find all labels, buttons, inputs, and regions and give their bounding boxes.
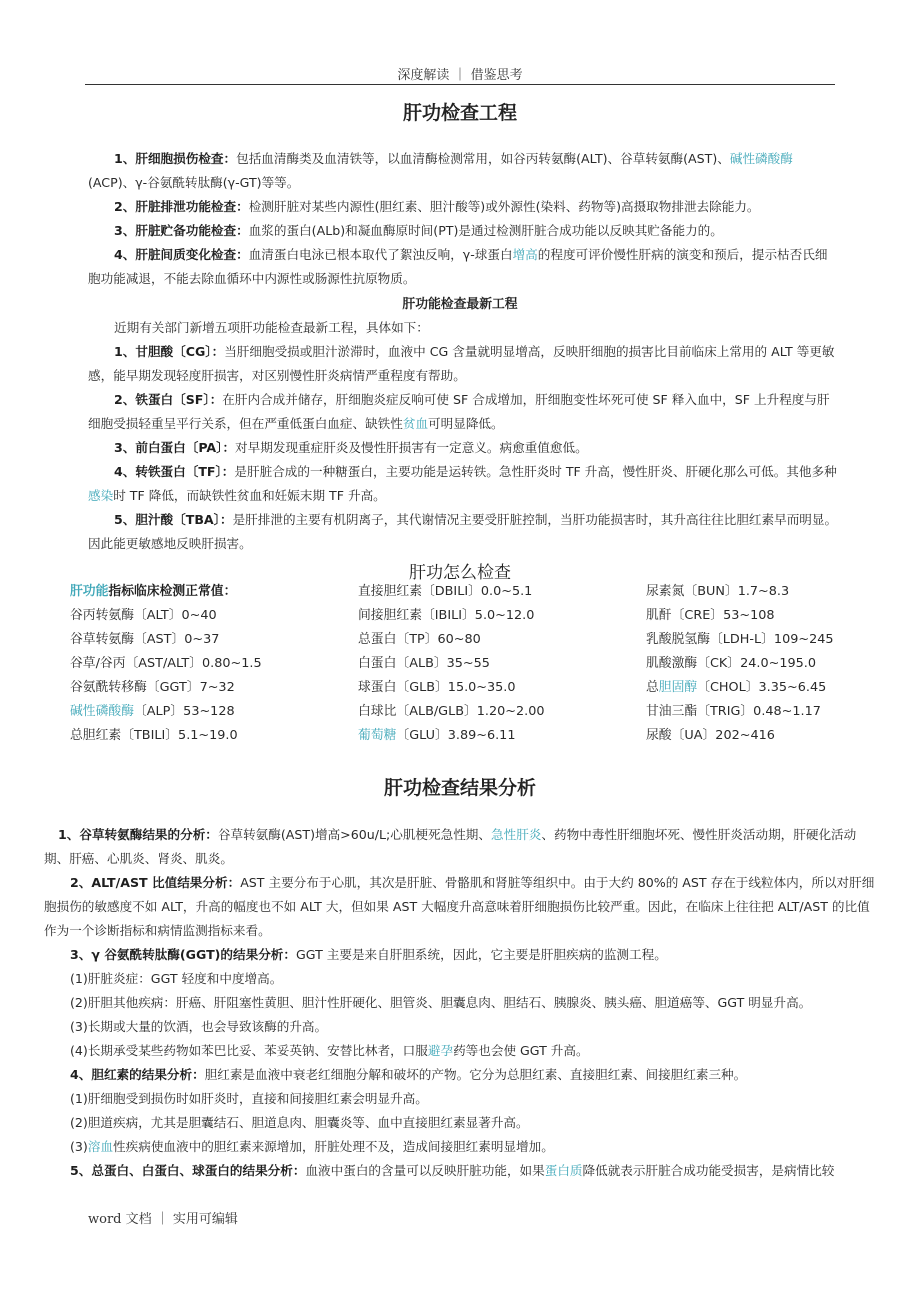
alp-value: 〔ALP〕53~128 (133, 704, 235, 719)
analysis-2-head: 2、ALT/AST 比值结果分析： (70, 875, 241, 890)
list-item: 肌酸激酶〔CK〕24.0~195.0 (646, 656, 816, 671)
check-item-2-text: 检测肝脏对某些内源性(胆红素、胆汁酸等)或外源性(染料、药物等)高摄取物排泄去除能力。 (248, 199, 760, 214)
check-item-3-text: 血浆的蛋白(ALb)和凝血酶原时间(PT)是通过检测肝脏合成功能以反映其贮备能力的。 (248, 223, 723, 238)
list-item: 白蛋白〔ALB〕35~55 (358, 656, 490, 671)
check-item-2 (88, 195, 838, 219)
new-item-4 (88, 460, 838, 508)
normal-values-heading (70, 580, 262, 604)
new-item-1-head: 1、甘胆酸〔CG〕： (114, 344, 225, 359)
glucose-value: 〔GLU〕3.89~6.11 (396, 728, 516, 743)
analysis-2-text: AST 主要分布于心肌，其次是肝脏、骨骼肌和肾脏等组织中。由于大约 80%的 AST 存在于线粒体内，所以对肝细胞损伤的敏感度不如 ALT，升高的幅度也不如 ALT 大，但如果 AST 大幅度升高意味着肝细胞损伤比较严重。因此，在临床上往往把 ALT/AST 的比值作为一个诊断指标和病情监测指标来看。 (44, 875, 875, 938)
analysis-4-line-3-prefix: (3) (70, 1139, 88, 1154)
analysis-5-text-b: 降低就表示肝脏合成功能受损害，是病情比较 (582, 1163, 835, 1178)
analysis-1 (44, 823, 876, 871)
check-item-1 (88, 147, 838, 195)
analysis-4-head: 4、胆红素的结果分析： (70, 1067, 205, 1082)
header-rule (85, 84, 835, 85)
new-item-4-text: 是肝脏合成的一种糖蛋白，主要功能是运转铁。急性肝炎时 TF 升高，慢性肝炎、肝硬化那么可低。其他多种 (234, 464, 837, 479)
analysis-3-line-4-text: (4)长期承受某些药物如苯巴比妥、苯妥英钠、安替比林者，口服 (70, 1043, 428, 1058)
analysis-3-line-2: (2)肝胆其他疾病：肝癌、肝阻塞性黄胆、胆汁性肝硬化、胆管炎、胆囊息肉、胆结石、胰腺炎、胰头癌、胆道癌等、GGT 明显升高。 (70, 995, 812, 1010)
normal-values-col-3 (646, 580, 834, 748)
analysis-1-head: 1、谷草转氨酶结果的分析： (58, 827, 218, 842)
analysis-4 (44, 1063, 876, 1087)
list-item: 肌酐〔CRE〕53~108 (646, 608, 775, 623)
list-item: 球蛋白〔GLB〕15.0~35.0 (358, 680, 516, 695)
protein-link[interactable]: 蛋白质 (544, 1163, 583, 1178)
check-item-1-text-b: (ACP)、γ-谷氨酰转肽酶(γ-GT)等等。 (88, 175, 300, 190)
list-item: 甘油三酯〔TRIG〕0.48~1.17 (646, 704, 821, 719)
list-item: 谷丙转氨酶〔ALT〕0~40 (70, 608, 217, 623)
list-item: 直接胆红素〔DBILI〕0.0~5.1 (358, 584, 533, 599)
normal-values-col-1 (70, 580, 262, 748)
check-item-4 (88, 243, 838, 291)
acute-hepatitis-link[interactable]: 急性肝炎 (491, 827, 542, 842)
analysis-1-text-b: 、药物中毒性肝细胞坏死、慢性肝炎活动期，肝硬化活动期、肝癌、心肌炎、肾炎、肌炎。 (44, 827, 857, 866)
analysis-3-line-4-text-b: 药等也会使 GGT 升高。 (453, 1043, 589, 1058)
analysis-3-line-1: (1)肝脏炎症：GGT 轻度和中度增高。 (70, 971, 283, 986)
analysis-2 (44, 871, 876, 943)
section-checks (88, 147, 838, 291)
alp-link-2[interactable]: 碱性磷酸酶 (70, 704, 134, 719)
list-item: 总胆红素〔TBILI〕5.1~19.0 (70, 728, 238, 743)
new-item-1 (88, 340, 838, 388)
list-item: 乳酸脱氢酶〔LDH-L〕109~245 (646, 632, 834, 647)
list-item: 谷草转氨酶〔AST〕0~37 (70, 632, 220, 647)
new-item-2-text: 在肝内合成并储存，肝细胞炎症反响可使 SF 合成增加，肝细胞变性坏死可使 SF 释入血中，SF 上升程度与肝细胞受损轻重呈平行关系，但在严重低蛋白血症、缺铁性 (88, 392, 830, 431)
analysis-4-line-2: (2)胆道疾病，尤其是胆囊结石、胆道息肉、胆囊炎等、血中直接胆红素显著升高。 (70, 1115, 529, 1130)
cholesterol-link[interactable]: 胆固醇 (658, 680, 698, 695)
new-item-3-head: 3、前白蛋白〔PA〕： (114, 440, 236, 455)
glucose-link[interactable]: 葡萄糖 (358, 728, 397, 743)
contraception-link[interactable]: 避孕 (427, 1043, 454, 1058)
analysis-4-text: 胆红素是血液中衰老红细胞分解和破坏的产物。它分为总胆红素、直接胆红素、间接胆红素三种。 (204, 1067, 747, 1082)
page-footer: word 文档 ｜ 实用可编辑 (88, 1212, 238, 1227)
list-item: 间接胆红素〔IBILI〕5.0~12.0 (358, 608, 535, 623)
check-item-4-text: 血清蛋白电泳已根本取代了絮浊反响，γ-球蛋白 (248, 247, 513, 262)
section-heading-analysis: 肝功检查结果分析 (383, 777, 536, 799)
check-item-4-text-b: 的程度可评价慢性肝病的演变和预后，提示枯否氏细胞功能减退，不能去除血循环中内源性或肠源性抗原物质。 (88, 247, 828, 286)
list-item: 谷草/谷丙〔AST/ALT〕0.80~1.5 (70, 656, 262, 671)
analysis-5 (44, 1159, 876, 1183)
new-item-2 (88, 388, 838, 436)
section-new-items (88, 316, 838, 556)
alp-link[interactable]: 碱性磷酸酶 (729, 151, 793, 166)
analysis-5-head: 5、总蛋白、白蛋白、球蛋白的结果分析： (70, 1163, 306, 1178)
list-item: 总蛋白〔TP〕60~80 (358, 632, 481, 647)
new-item-4-head: 4、转铁蛋白〔TF〕： (114, 464, 235, 479)
new-item-5 (88, 508, 838, 556)
new-item-4-text-b: 时 TF 降低，而缺铁性贫血和妊娠末期 TF 升高。 (113, 488, 386, 503)
list-item (358, 724, 545, 748)
check-item-4-head: 4、肝脏间质变化检查： (114, 247, 249, 262)
new-item-2-text-b: 可明显降低。 (428, 416, 504, 431)
list-item: 白球比〔ALB/GLB〕1.20~2.00 (358, 704, 545, 719)
check-item-1-head: 1、肝细胞损伤检查： (114, 151, 237, 166)
new-item-5-text: 是肝排泄的主要有机阴离子，其代谢情况主要受肝脏控制，当肝功能损害时，其升高往往比胆红素早而明显。因此能更敏感地反映肝损害。 (88, 512, 838, 551)
new-item-5-head: 5、胆汁酸〔TBA〕： (114, 512, 233, 527)
list-item (70, 700, 262, 724)
new-item-3-text: 对早期发现重症肝炎及慢性肝损害有一定意义。病愈重值愈低。 (235, 440, 588, 455)
analysis-3 (44, 943, 876, 967)
analysis-1-text: 谷草转氨酶(AST)增高>60u/L;心肌梗死急性期、 (217, 827, 491, 842)
analysis-4-line-3 (44, 1135, 876, 1159)
chol-value: 〔CHOL〕3.35~6.45 (697, 680, 827, 695)
list-item: 尿酸〔UA〕202~416 (646, 728, 775, 743)
analysis-4-line-1: (1)肝细胞受到损伤时如肝炎时，直接和间接胆红素会明显升高。 (70, 1091, 428, 1106)
analysis-3-line-3: (3)长期或大量的饮酒，也会导致该酶的升高。 (70, 1019, 328, 1034)
new-item-3 (88, 436, 838, 460)
check-item-3-head: 3、肝脏贮备功能检查： (114, 223, 249, 238)
check-item-1-text: 包括血清酶类及血清铁等，以血清酶检测常用，如谷丙转氨酶(ALT)、谷草转氨酶(AST)、 (236, 151, 730, 166)
new-items-intro: 近期有关部门新增五项肝功能检查最新工程，具体如下： (114, 320, 429, 335)
infection-link[interactable]: 感染 (88, 488, 114, 503)
analysis-3-line-4 (44, 1039, 876, 1063)
page-header: 深度解读 ｜ 借鉴思考 (397, 68, 523, 83)
document-title: 肝功检查工程 (402, 102, 517, 124)
increase-link[interactable]: 增高 (512, 247, 538, 262)
hemolysis-link[interactable]: 溶血 (87, 1139, 114, 1154)
analysis-4-line-3-text: 性疾病使血液中的胆红素来源增加，肝脏处理不及，造成间接胆红素明显增加。 (113, 1139, 554, 1154)
new-item-1-text: 当肝细胞受损或胆汁淤滞时，血液中 CG 含量就明显增高，反映肝细胞的损害比目前临床上常用的 ALT 等更敏感，能早期发现轻度肝损害，对区别慢性肝炎病情严重程度有帮助。 (88, 344, 835, 383)
section-analysis (44, 823, 876, 1183)
normal-values-heading-text: 指标临床检测正常值： (108, 584, 237, 599)
section-subtitle: 肝功能检查最新工程 (402, 297, 518, 312)
new-item-2-head: 2、铁蛋白〔SF〕： (114, 392, 223, 407)
analysis-3-text: GGT 主要是来自肝胆系统，因此，它主要是肝胆疾病的监测工程。 (296, 947, 667, 962)
list-item: 尿素氮〔BUN〕1.7~8.3 (646, 584, 790, 599)
list-item: 谷氨酰转移酶〔GGT〕7~32 (70, 680, 235, 695)
check-item-3 (88, 219, 838, 243)
section-heading-how: 肝功怎么检查 (409, 563, 511, 583)
analysis-5-text: 血液中蛋白的含量可以反映肝脏功能，如果 (305, 1163, 545, 1178)
analysis-3-head: 3、γ 谷氨酰转肽酶(GGT)的结果分析： (70, 947, 296, 962)
list-item (646, 676, 834, 700)
check-item-2-head: 2、肝脏排泄功能检查： (114, 199, 249, 214)
normal-values-col-2 (358, 580, 545, 748)
normal-values-table (70, 580, 870, 752)
chol-prefix: 总 (646, 680, 659, 695)
anemia-link[interactable]: 贫血 (402, 416, 429, 431)
liver-function-link[interactable]: 肝功能 (70, 584, 109, 599)
